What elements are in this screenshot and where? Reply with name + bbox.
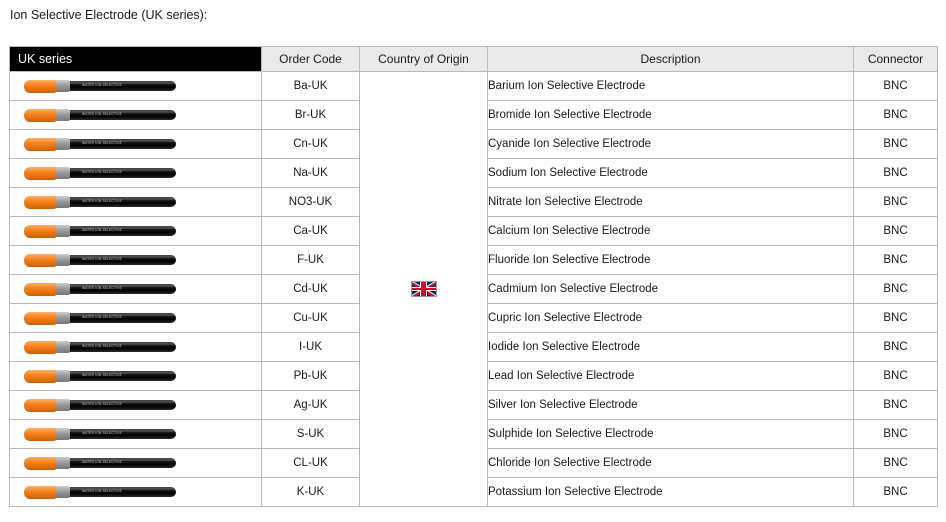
electrode-image-label: WATER ION SELECTIVE	[82, 198, 122, 203]
table-header	[10, 47, 938, 72]
column-header-series: UK series	[10, 47, 262, 72]
cell-description: Chloride Ion Selective Electrode	[488, 449, 854, 478]
cell-connector: BNC	[854, 246, 938, 275]
electrode-image-label: WATER ION SELECTIVE	[82, 314, 122, 319]
cell-connector: BNC	[854, 159, 938, 188]
electrode-image-label: WATER ION SELECTIVE	[82, 401, 122, 406]
cell-description: Bromide Ion Selective Electrode	[488, 101, 854, 130]
electrode-icon	[24, 167, 176, 180]
electrode-image-cell	[10, 130, 262, 159]
cell-connector: BNC	[854, 101, 938, 130]
electrode-image-cell	[10, 246, 262, 275]
electrode-image-cell	[10, 217, 262, 246]
cell-connector: BNC	[854, 391, 938, 420]
cell-description: Sodium Ion Selective Electrode	[488, 159, 854, 188]
electrode-image-cell	[10, 304, 262, 333]
cell-connector: BNC	[854, 275, 938, 304]
cell-connector: BNC	[854, 188, 938, 217]
cell-connector: BNC	[854, 478, 938, 507]
cell-description: Lead Ion Selective Electrode	[488, 362, 854, 391]
cell-description: Nitrate Ion Selective Electrode	[488, 188, 854, 217]
electrode-icon	[24, 341, 176, 354]
page-title: Ion Selective Electrode (UK series):	[10, 8, 208, 22]
cell-description: Potassium Ion Selective Electrode	[488, 478, 854, 507]
cell-connector: BNC	[854, 304, 938, 333]
electrode-image-label: WATER ION SELECTIVE	[82, 372, 122, 377]
electrode-icon	[24, 80, 176, 93]
product-table-container	[9, 46, 937, 507]
cell-order-code: Cn-UK	[262, 130, 360, 159]
electrode-icon	[24, 457, 176, 470]
cell-description: Cupric Ion Selective Electrode	[488, 304, 854, 333]
electrode-icon	[24, 196, 176, 209]
cell-order-code: Ca-UK	[262, 217, 360, 246]
cell-order-code: Pb-UK	[262, 362, 360, 391]
electrode-icon	[24, 428, 176, 441]
electrode-image-cell	[10, 333, 262, 362]
electrode-image-cell	[10, 101, 262, 130]
cell-order-code: F-UK	[262, 246, 360, 275]
electrode-image-cell	[10, 159, 262, 188]
electrode-image-label: WATER ION SELECTIVE	[82, 343, 122, 348]
cell-order-code: Na-UK	[262, 159, 360, 188]
electrode-image-cell	[10, 188, 262, 217]
electrode-icon	[24, 109, 176, 122]
electrode-image-label: WATER ION SELECTIVE	[82, 227, 122, 232]
electrode-image-label: WATER ION SELECTIVE	[82, 256, 122, 261]
electrode-icon	[24, 312, 176, 325]
cell-description: Cadmium Ion Selective Electrode	[488, 275, 854, 304]
cell-order-code: Br-UK	[262, 101, 360, 130]
electrode-image-label: WATER ION SELECTIVE	[82, 169, 122, 174]
cell-description: Silver Ion Selective Electrode	[488, 391, 854, 420]
cell-order-code: S-UK	[262, 420, 360, 449]
electrode-image-label: WATER ION SELECTIVE	[82, 82, 122, 87]
cell-description: Iodide Ion Selective Electrode	[488, 333, 854, 362]
cell-connector: BNC	[854, 333, 938, 362]
cell-connector: BNC	[854, 362, 938, 391]
cell-order-code: CL-UK	[262, 449, 360, 478]
cell-country-of-origin	[360, 72, 488, 507]
electrode-image-cell	[10, 275, 262, 304]
table-header-row	[10, 47, 938, 72]
cell-description: Cyanide Ion Selective Electrode	[488, 130, 854, 159]
uk-flag-icon	[411, 281, 437, 297]
electrode-image-cell	[10, 362, 262, 391]
product-table	[9, 46, 938, 507]
electrode-image-label: WATER ION SELECTIVE	[82, 488, 122, 493]
cell-order-code: Cu-UK	[262, 304, 360, 333]
electrode-image-label: WATER ION SELECTIVE	[82, 285, 122, 290]
electrode-icon	[24, 254, 176, 267]
cell-connector: BNC	[854, 449, 938, 478]
electrode-image-cell	[10, 391, 262, 420]
electrode-icon	[24, 283, 176, 296]
electrode-icon	[24, 370, 176, 383]
table-body	[10, 72, 938, 507]
electrode-image-cell	[10, 449, 262, 478]
cell-order-code: NO3-UK	[262, 188, 360, 217]
cell-connector: BNC	[854, 72, 938, 101]
column-header-description: Description	[488, 47, 854, 72]
electrode-image-cell	[10, 478, 262, 507]
electrode-icon	[24, 486, 176, 499]
column-header-order-code: Order Code	[262, 47, 360, 72]
cell-description: Calcium Ion Selective Electrode	[488, 217, 854, 246]
cell-description: Fluoride Ion Selective Electrode	[488, 246, 854, 275]
cell-connector: BNC	[854, 217, 938, 246]
cell-connector: BNC	[854, 130, 938, 159]
column-header-connector: Connector	[854, 47, 938, 72]
electrode-icon	[24, 138, 176, 151]
electrode-image-label: WATER ION SELECTIVE	[82, 111, 122, 116]
cell-order-code: Ag-UK	[262, 391, 360, 420]
cell-description: Barium Ion Selective Electrode	[488, 72, 854, 101]
electrode-image-label: WATER ION SELECTIVE	[82, 459, 122, 464]
electrode-image-label: WATER ION SELECTIVE	[82, 140, 122, 145]
cell-description: Sulphide Ion Selective Electrode	[488, 420, 854, 449]
electrode-image-cell	[10, 72, 262, 101]
cell-connector: BNC	[854, 420, 938, 449]
table-row	[10, 72, 938, 101]
electrode-image-label: WATER ION SELECTIVE	[82, 430, 122, 435]
cell-order-code: K-UK	[262, 478, 360, 507]
cell-order-code: I-UK	[262, 333, 360, 362]
cell-order-code: Ba-UK	[262, 72, 360, 101]
electrode-icon	[24, 225, 176, 238]
column-header-country: Country of Origin	[360, 47, 488, 72]
electrode-image-cell	[10, 420, 262, 449]
cell-order-code: Cd-UK	[262, 275, 360, 304]
electrode-icon	[24, 399, 176, 412]
